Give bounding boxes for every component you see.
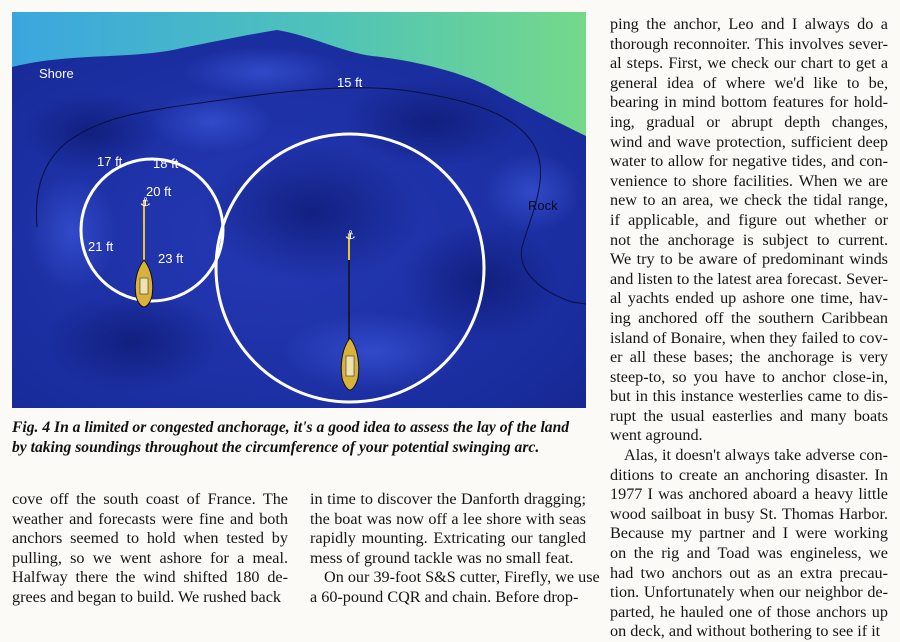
small-anchor-icon: ⚓ xyxy=(140,195,151,209)
text-line: on the rig and Toad was engineless, we xyxy=(610,544,888,563)
text-line: bearing in mind bottom features for hold- xyxy=(610,93,888,112)
text-line: on deck, and without bothering to see if it xyxy=(610,622,881,641)
text-line: Alas, it doesn't always take adverse con- xyxy=(624,446,888,465)
anchorage-figure xyxy=(12,12,586,408)
label-depth-21: 21 ft xyxy=(88,239,114,254)
label-depth-15: 15 ft xyxy=(337,75,363,90)
text-line: new to an area, we check the tidal range, xyxy=(610,191,888,210)
text-line: pulling, so we went ashore for a meal. xyxy=(12,548,288,567)
anchorage-illustration xyxy=(12,12,586,408)
text-column-middle xyxy=(310,490,600,608)
text-line: 1977 I was anchored aboard a heavy little xyxy=(610,485,888,504)
large-anchor-icon: ⚓ xyxy=(345,228,356,242)
figure-caption: Fig. 4 In a limited or congested anchorage, it's a good idea to assess the lay of the land by taking soundings throughout the circumference of your potential swinging arc. xyxy=(12,419,570,456)
label-depth-18: 18 ft xyxy=(153,156,179,171)
text-line: water to allow for negative tides, and con- xyxy=(610,152,888,171)
text-line: general idea of where we'd like to be, xyxy=(610,73,888,92)
text-line: parted, he hauled one of those anchors up xyxy=(610,602,888,621)
text-line: and listen to the latest area forecast. Sever- xyxy=(610,269,888,288)
label-depth-20: 20 ft xyxy=(146,184,172,199)
text-line: went aground. xyxy=(610,426,703,445)
text-line: We try to be aware of predominant winds xyxy=(610,250,888,269)
text-line: not the anchorage is subject to current. xyxy=(610,230,888,249)
text-line: al yachts ended up ashore one time, hav- xyxy=(610,289,888,308)
text-line: wood sailboat in busy St. Thomas Harbor. xyxy=(610,504,888,523)
text-line: er all these bases; the anchorage is very xyxy=(610,348,888,367)
text-line: anchors seemed to hold when tested by xyxy=(12,529,288,548)
text-line: a 60-pound CQR and chain. Before drop- xyxy=(310,587,579,606)
text-line: weather and forecasts were fine and both xyxy=(12,509,288,528)
text-line: tion. Unfortunately when our neighbor de- xyxy=(610,583,888,602)
text-line: in time to discover the Danforth dragging; xyxy=(310,490,586,508)
text-line: mess of ground tackle was no small feat. xyxy=(310,548,574,567)
label-depth-23: 23 ft xyxy=(158,251,184,266)
text-line: wind and wave protection, sufficient deep xyxy=(610,132,888,151)
label-rock: Rock xyxy=(528,198,558,213)
text-line: rapidly mounting. Extricating our tangled xyxy=(310,529,586,548)
text-line: Halfway there the wind shifted 180 de- xyxy=(12,568,288,587)
text-line: On our 39-foot S&S cutter, Firefly, we use xyxy=(324,568,600,587)
text-line: rupt the usual easterlies and many boats xyxy=(610,406,888,425)
text-line: Because my partner and I were working xyxy=(610,524,888,543)
text-column-right xyxy=(610,15,888,642)
text-line: ditions to create an anchoring disaster. In xyxy=(610,465,888,484)
text-line: ping the anchor, Leo and I always do a xyxy=(610,15,888,33)
label-depth-17: 17 ft xyxy=(97,154,123,169)
text-line: island of Bonaire, when they failed to cov- xyxy=(610,328,888,347)
text-line: cove off the south coast of France. The xyxy=(12,490,288,508)
text-column-left xyxy=(12,490,288,608)
text-line: but in this instance westerlies came to dis- xyxy=(610,387,888,406)
text-line: al steps. First, we check our chart to get a xyxy=(610,54,888,73)
text-line: venience to shore facilities. When we are xyxy=(610,171,888,190)
text-line: if applicable, and figure out whether or xyxy=(610,210,888,229)
text-line: steep-to, so you have to anchor close-in, xyxy=(610,367,888,386)
text-line: thorough reconnoiter. This involves sever- xyxy=(610,34,888,53)
text-line: ing anchored off the southern Caribbean xyxy=(610,308,888,327)
text-line: the boat was now off a lee shore with seas xyxy=(310,509,586,528)
text-line: had two anchors out as an extra precau- xyxy=(610,563,888,582)
label-shore: Shore xyxy=(39,66,74,81)
text-line: grees and began to build. We rushed back xyxy=(12,587,282,606)
text-line: ing, gradual or abrupt depth changes, xyxy=(610,112,888,131)
